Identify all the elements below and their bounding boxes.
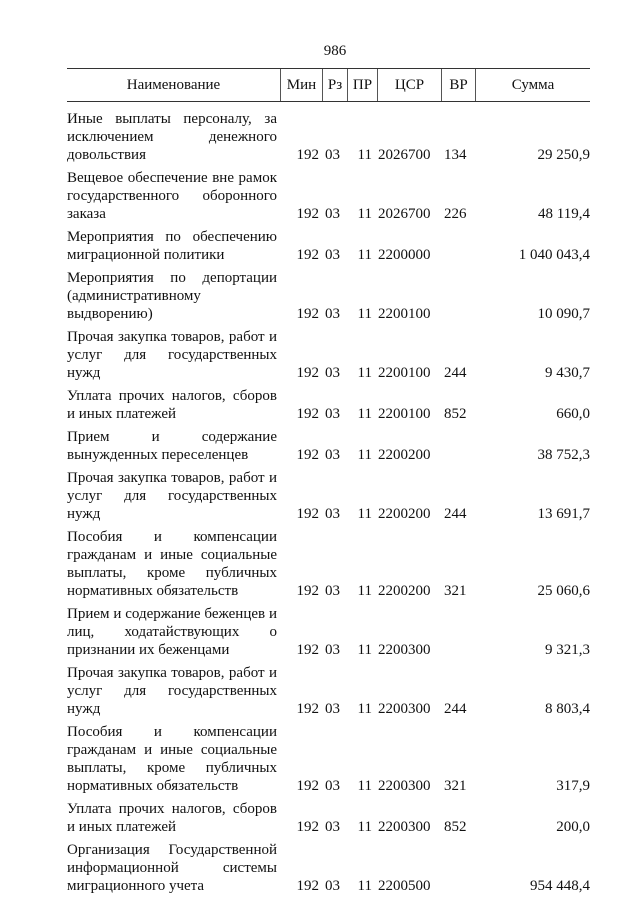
table-header [67, 68, 590, 102]
cell-vr: 226 [444, 206, 467, 222]
page-number: 986 [323, 43, 347, 59]
cell-pr: 11 [357, 819, 372, 835]
cell-rz: 03 [325, 206, 340, 222]
cell-rz: 03 [325, 778, 340, 794]
table-row [67, 269, 590, 323]
cell-name: Прочая закупка товаров, работ и услуг для государственных нужд [67, 665, 277, 717]
cell-sum: 25 060,6 [537, 583, 590, 599]
cell-name: Пособия и компенсации гражданам и иные социальные выплаты, кроме публичных нормативных обязательств [67, 529, 277, 599]
cell-sum: 13 691,7 [537, 506, 590, 522]
cell-sum: 48 119,4 [538, 206, 590, 222]
table-row [67, 110, 590, 164]
cell-csr: 2200100 [378, 365, 431, 381]
table-row [67, 469, 590, 523]
cell-rz: 03 [325, 878, 340, 894]
cell-csr: 2200100 [378, 306, 431, 322]
cell-vr: 134 [444, 147, 467, 163]
cell-rz: 03 [325, 583, 340, 599]
cell-min: 192 [296, 878, 319, 894]
cell-rz: 03 [325, 147, 340, 163]
cell-vr: 852 [444, 819, 467, 835]
cell-rz: 03 [325, 247, 340, 263]
cell-min: 192 [296, 701, 319, 717]
cell-pr: 11 [357, 701, 372, 717]
cell-pr: 11 [357, 365, 372, 381]
cell-sum: 8 803,4 [545, 701, 590, 717]
cell-name: Прочая закупка товаров, работ и услуг для государственных нужд [67, 470, 277, 522]
cell-sum: 200,0 [556, 819, 590, 835]
cell-csr: 2200300 [378, 642, 431, 658]
cell-sum: 317,9 [556, 778, 590, 794]
cell-sum: 1 040 043,4 [518, 247, 590, 263]
cell-pr: 11 [357, 447, 372, 463]
cell-name: Иные выплаты персоналу, за исключением денежного довольствия [67, 111, 277, 163]
cell-name: Прием и содержание вынужденных переселенцев [67, 429, 277, 463]
cell-vr: 321 [444, 778, 467, 794]
cell-rz: 03 [325, 506, 340, 522]
cell-pr: 11 [357, 247, 372, 263]
table-row [67, 528, 590, 600]
cell-min: 192 [296, 406, 319, 422]
cell-sum: 38 752,3 [537, 447, 590, 463]
cell-rz: 03 [325, 306, 340, 322]
cell-rz: 03 [325, 406, 340, 422]
table-row [67, 328, 590, 382]
cell-pr: 11 [357, 778, 372, 794]
cell-csr: 2026700 [378, 147, 431, 163]
cell-csr: 2200300 [378, 701, 431, 717]
header-sum: Сумма [475, 69, 590, 101]
cell-name: Мероприятия по депортации (административному выдворению) [67, 270, 277, 322]
cell-csr: 2026700 [378, 206, 431, 222]
cell-name: Прием и содержание беженцев и лиц, ходатайствующих о признании их беженцами [67, 606, 277, 658]
cell-sum: 954 448,4 [530, 878, 590, 894]
cell-min: 192 [296, 206, 319, 222]
cell-rz: 03 [325, 447, 340, 463]
header-name: Наименование [126, 76, 221, 93]
table-row [67, 723, 590, 795]
cell-name: Мероприятия по обеспечению миграционной политики [67, 229, 277, 263]
table-body [67, 110, 590, 900]
header-pr: ПР [347, 69, 377, 101]
cell-sum: 10 090,7 [537, 306, 590, 322]
cell-min: 192 [296, 642, 319, 658]
cell-vr: 244 [444, 365, 467, 381]
cell-sum: 9 321,3 [545, 642, 590, 658]
cell-pr: 11 [357, 206, 372, 222]
cell-name: Уплата прочих налогов, сборов и иных платежей [67, 388, 277, 422]
cell-name: Уплата прочих налогов, сборов и иных платежей [67, 801, 277, 835]
cell-csr: 2200200 [378, 583, 431, 599]
table-row [67, 800, 590, 836]
cell-min: 192 [296, 778, 319, 794]
cell-name: Вещевое обеспечение вне рамок государственного оборонного заказа [67, 170, 277, 222]
cell-vr: 244 [444, 701, 467, 717]
cell-csr: 2200300 [378, 778, 431, 794]
cell-pr: 11 [357, 406, 372, 422]
cell-csr: 2200500 [378, 878, 431, 894]
header-rz: Рз [322, 69, 347, 101]
cell-rz: 03 [325, 365, 340, 381]
cell-vr: 321 [444, 583, 467, 599]
cell-csr: 2200200 [378, 447, 431, 463]
cell-vr: 852 [444, 406, 467, 422]
cell-min: 192 [296, 306, 319, 322]
table-row [67, 228, 590, 264]
cell-min: 192 [296, 247, 319, 263]
cell-rz: 03 [325, 642, 340, 658]
cell-min: 192 [296, 147, 319, 163]
cell-name: Прочая закупка товаров, работ и услуг для государственных нужд [67, 329, 277, 381]
cell-name: Пособия и компенсации гражданам и иные социальные выплаты, кроме публичных нормативных обязательств [67, 724, 277, 794]
cell-rz: 03 [325, 701, 340, 717]
cell-min: 192 [296, 583, 319, 599]
table-row [67, 387, 590, 423]
header-vr: ВР [441, 69, 475, 101]
cell-sum: 9 430,7 [545, 365, 590, 381]
cell-pr: 11 [357, 306, 372, 322]
cell-min: 192 [296, 506, 319, 522]
cell-name: Организация Государственной информационной системы миграционного учета [67, 842, 277, 894]
cell-csr: 2200200 [378, 506, 431, 522]
cell-pr: 11 [357, 147, 372, 163]
table-row [67, 841, 590, 895]
cell-sum: 660,0 [556, 406, 590, 422]
cell-min: 192 [296, 447, 319, 463]
header-min: Мин [280, 69, 322, 101]
cell-csr: 2200300 [378, 819, 431, 835]
cell-csr: 2200000 [378, 247, 431, 263]
cell-min: 192 [296, 819, 319, 835]
table-row [67, 428, 590, 464]
cell-pr: 11 [357, 506, 372, 522]
table-row [67, 169, 590, 223]
cell-pr: 11 [357, 878, 372, 894]
cell-sum: 29 250,9 [537, 147, 590, 163]
table-row [67, 664, 590, 718]
cell-pr: 11 [357, 583, 372, 599]
cell-pr: 11 [357, 642, 372, 658]
table-row [67, 605, 590, 659]
cell-rz: 03 [325, 819, 340, 835]
cell-csr: 2200100 [378, 406, 431, 422]
header-csr: ЦСР [377, 69, 441, 101]
cell-min: 192 [296, 365, 319, 381]
cell-vr: 244 [444, 506, 467, 522]
